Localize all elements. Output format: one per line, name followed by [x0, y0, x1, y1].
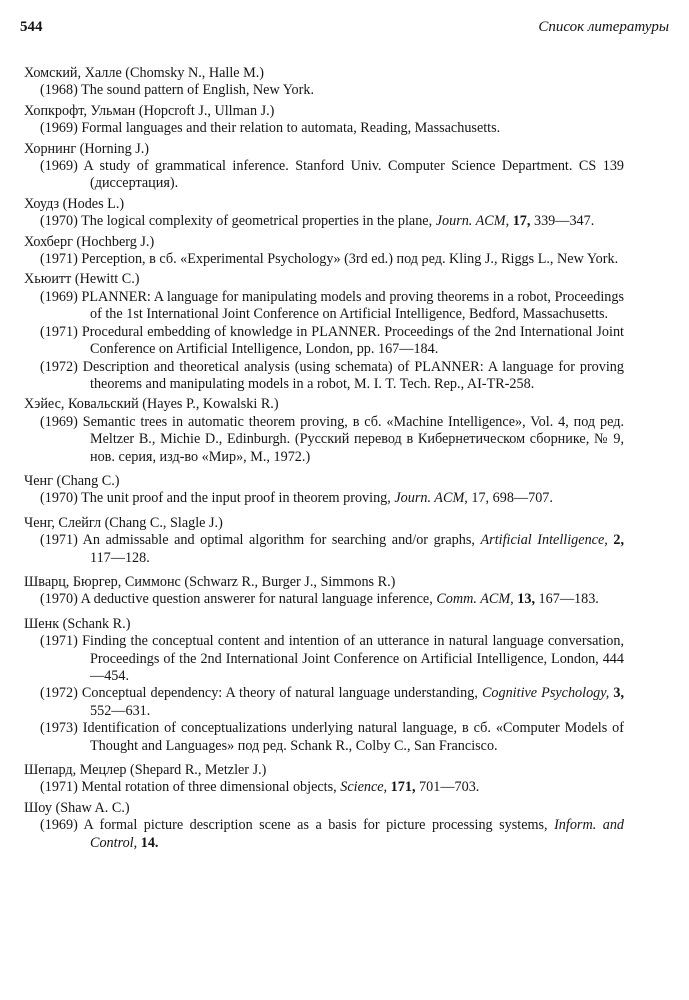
entry-year: (1970) [40, 490, 78, 507]
entry-year: (1971) [40, 779, 78, 796]
bibliography-author-group [24, 196, 624, 231]
entry-text: Description and theoretical analysis (using schemata) of PLANNER: A language for proving theorems and manipulating models in a robot, M. I. T. Tech. Rep., AI-TR-258. [82, 358, 624, 392]
entry-year: (1969) [40, 288, 78, 305]
bibliography-entry [24, 289, 624, 324]
entry-volume: 13, [517, 591, 535, 608]
entry-journal: Inform. and Control, [90, 817, 625, 851]
entry-pages: 552—631. [90, 702, 151, 719]
author-name: Шоу (Shaw A. C.) [24, 799, 130, 816]
bibliography-author-group [24, 800, 624, 852]
bibliography-entry [24, 633, 624, 685]
bibliography-list [24, 65, 624, 855]
bibliography-entry [24, 685, 624, 720]
entry-text: Perception, в сб. «Experimental Psychology» (3rd ed.) под ред. Kling J., Riggs L., New York. [81, 251, 619, 268]
entry-text: Mental rotation of three dimensional objects, [81, 779, 337, 796]
author-name: Хэйес, Ковальский (Hayes P., Kowalski R.) [24, 396, 279, 413]
author-name: Хьюитт (Hewitt C.) [24, 271, 140, 288]
bibliography-entry [24, 158, 624, 193]
bibliography-entry [24, 120, 624, 137]
bibliography-author-group [24, 396, 624, 466]
bibliography-author-group [24, 271, 624, 393]
entry-year: (1969) [40, 158, 78, 175]
bibliography-author-group [24, 762, 624, 797]
entry-journal: Artificial Intelligence, [480, 532, 608, 549]
bibliography-entry [24, 414, 624, 466]
page-number: 544 [20, 19, 43, 35]
bibliography-author-group [24, 515, 624, 567]
bibliography-entry [24, 591, 624, 608]
entry-year: (1971) [40, 532, 78, 549]
entry-text: Finding the conceptual content and intention of an utterance in natural language conversation, Proceedings of the 2nd International Joint Conference on Artificial Intelligence, London, 444—454. [82, 633, 625, 684]
entry-journal: Journ. ACM, [394, 490, 468, 507]
entry-year: (1969) [40, 413, 78, 430]
entry-journal: Cognitive Psychology, [481, 685, 610, 702]
bibliography-entry [24, 532, 624, 567]
author-name: Хоудз (Hodes L.) [24, 195, 125, 212]
entry-year: (1972) [40, 358, 78, 375]
entry-volume: 17, [512, 213, 531, 230]
bibliography-author-group [24, 65, 624, 100]
entry-year: (1968) [40, 82, 78, 99]
entry-year: (1972) [40, 685, 78, 702]
entry-year: (1970) [40, 213, 78, 230]
entry-pages: 701—703. [419, 779, 480, 796]
bibliography-author-group [24, 574, 624, 609]
bibliography-entry [24, 359, 624, 394]
entry-text: Identification of conceptualizations underlying natural language, в сб. «Computer Models of Thought and Languages» под ред. Schank R., Colby C., San Francisco. [82, 720, 624, 754]
entry-pages: 167—183. [538, 591, 599, 608]
entry-journal: Comm. ACM, [436, 591, 514, 608]
entry-volume: 3, [613, 685, 625, 702]
entry-year: (1971) [40, 633, 78, 650]
bibliography-author-group [24, 473, 624, 508]
entry-volume: 14. [140, 834, 159, 851]
entry-year: (1970) [40, 591, 78, 608]
entry-volume: 171, [390, 779, 416, 796]
entry-journal: Science, [340, 779, 388, 796]
entry-text: Procedural embedding of knowledge in PLANNER. Proceedings of the 2nd International Joint Conference on Artificial Intelligence, London, pp. 167—184. [81, 323, 625, 358]
author-name: Шварц, Бюргер, Симмонс (Schwarz R., Burger J., Simmons R.) [24, 573, 396, 590]
entry-year: (1971) [40, 323, 78, 340]
author-name: Шепард, Мецлер (Shepard R., Metzler J.) [24, 762, 267, 779]
bibliography-author-group [24, 616, 624, 755]
bibliography-entry [24, 82, 624, 99]
entry-text: An admissable and optimal algorithm for searching and/or graphs, [82, 532, 475, 549]
author-name: Хомский, Халле (Chomsky N., Halle M.) [24, 65, 265, 81]
author-name: Хорнинг (Horning J.) [24, 140, 150, 157]
entry-year: (1973) [40, 720, 78, 737]
bibliography-entry [24, 779, 624, 796]
bibliography-author-group [24, 141, 624, 193]
entry-journal: Journ. ACM, [435, 213, 510, 230]
bibliography-entry [24, 490, 624, 507]
entry-pages: 339—347. [533, 213, 595, 230]
entry-text: A study of grammatical inference. Stanford Univ. Computer Science Department. CS 139 (диссертация). [83, 158, 625, 192]
entry-text: The logical complexity of geometrical properties in the plane, [81, 213, 433, 230]
entry-text: Semantic trees in automatic theorem proving, в сб. «Machine Intelligence», Vol. 4, под ред. Meltzer B., Michie D., Edinburgh. (Русский перевод в Кибернетическом сборнике, № 9, нов. серия, изд-во «Мир», М., 1972.) [82, 413, 624, 465]
bibliography-entry [24, 720, 624, 755]
bibliography-entry [24, 251, 624, 268]
entry-year: (1969) [40, 817, 78, 834]
bibliography-author-group [24, 234, 624, 269]
entry-text: The sound pattern of English, New York. [81, 82, 315, 99]
entry-year: (1971) [40, 251, 78, 268]
running-head: Список литературы [538, 19, 669, 35]
entry-volume: 2, [613, 532, 625, 549]
author-name: Шенк (Schank R.) [24, 615, 131, 632]
author-name: Хопкрофт, Ульман (Hopcroft J., Ullman J.) [24, 102, 275, 119]
bibliography-entry [24, 817, 624, 852]
author-name: Ченг, Слейгл (Chang C., Slagle J.) [24, 514, 223, 531]
entry-pages: 17, 698—707. [471, 490, 553, 507]
author-name: Ченг (Chang C.) [24, 472, 120, 489]
entry-pages: 117—128. [90, 549, 150, 566]
entry-text: The unit proof and the input proof in theorem proving, [81, 490, 391, 507]
bibliography-entry [24, 213, 624, 230]
bibliography-author-group [24, 103, 624, 138]
entry-year: (1969) [40, 120, 78, 137]
bibliography-entry [24, 324, 624, 359]
entry-text: A deductive question answerer for natural language inference, [80, 591, 433, 608]
page-header [20, 19, 669, 39]
entry-text: A formal picture description scene as a basis for picture processing systems, [83, 817, 548, 834]
entry-text: Conceptual dependency: A theory of natural language understanding, [81, 685, 478, 702]
entry-text: PLANNER: A language for manipulating models and proving theorems in a robot, Proceedings of the 1st International Joint Conference on Artificial Intelligence, Bedford, Massachusetts. [81, 288, 624, 323]
author-name: Хохберг (Hochberg J.) [24, 233, 155, 250]
entry-text: Formal languages and their relation to automata, Reading, Massachusetts. [81, 120, 501, 137]
